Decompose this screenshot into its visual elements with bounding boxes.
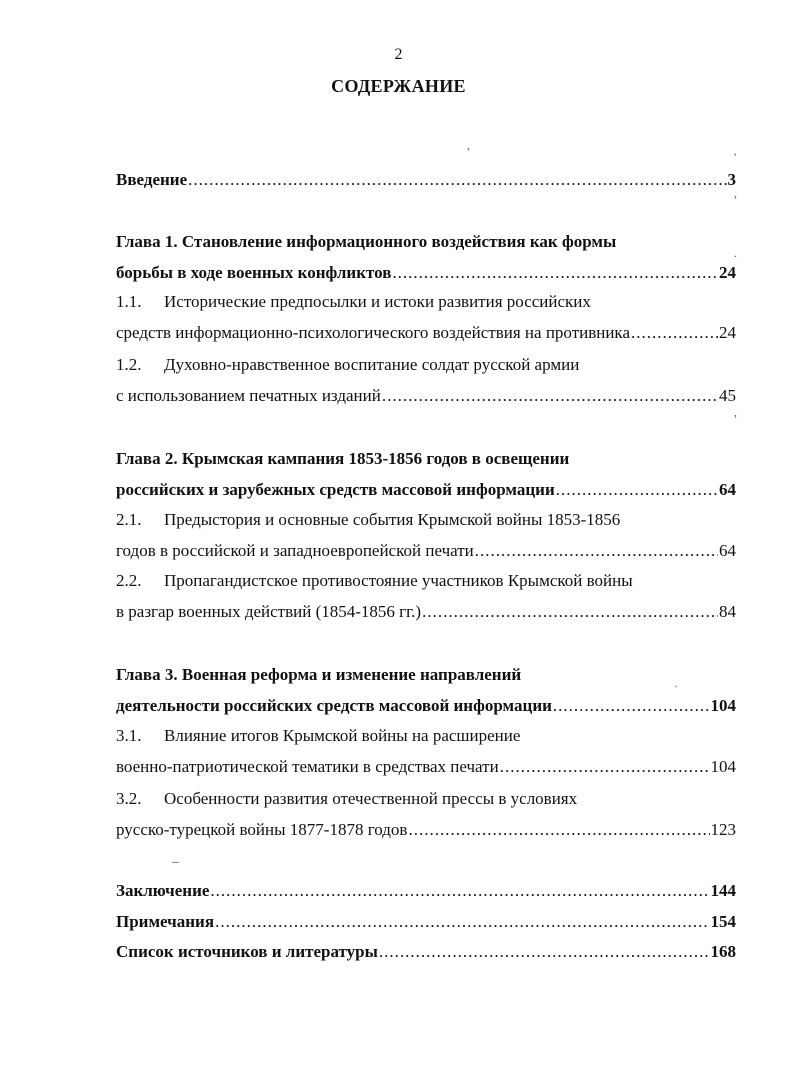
toc-entry-label: Глава 2. Крымская кампания 1853-1856 годов в освещении [116,449,570,468]
toc-entry-label: Особенности развития отечественной прессы в условиях [164,789,578,808]
leader-dots [422,601,718,623]
leader-dots [553,695,710,717]
toc-page-number: 64 [719,541,736,560]
toc-entry-sources[interactable] [116,941,736,963]
leader-dots [631,322,718,344]
toc-entry-label: средств информационно-психологического воздействия на противника [116,323,630,342]
toc-chapter-1-title-line1[interactable] [116,231,736,253]
toc-page-number: 3 [727,170,736,189]
scan-speck: , [467,138,470,152]
toc-entry-label: деятельности российских средств массовой информации [116,696,552,715]
toc-page-number: 104 [710,757,736,776]
toc-section-2-1-line2[interactable] [116,540,736,562]
toc-page-number: 154 [710,912,736,931]
toc-chapter-1-title-line2[interactable] [116,262,736,284]
toc-section-3-1-line2[interactable] [116,756,736,778]
scan-speck: . [734,246,737,260]
section-number: 2.2. [116,571,142,590]
scan-speck: , [734,186,737,200]
leader-dots [500,756,710,778]
toc-entry-introduction[interactable] [116,169,736,191]
leader-dots [215,911,709,933]
leader-dots [392,262,718,284]
page-number: 2 [394,46,403,63]
toc-page-number: 45 [719,386,736,405]
toc-entry-label: военно-патриотической тематики в средствах печати [116,757,499,776]
section-number: 1.2. [116,355,142,374]
toc-entry-label: Введение [116,170,188,189]
toc-entry-label: годов в российской и западноевропейской печати [116,541,474,560]
scan-speck: ` [674,683,678,697]
leader-dots [475,540,718,562]
section-number: 2.1. [116,510,142,529]
toc-entry-label: Пропагандистское противостояние участников Крымской войны [164,571,633,590]
toc-section-3-2-line2[interactable] [116,819,736,841]
toc-page-number: 64 [719,480,736,499]
section-number: 1.1. [116,292,142,311]
toc-entry-label: борьбы в ходе военных конфликтов [116,263,392,282]
toc-page-number: 24 [719,323,736,342]
scan-speck: ' [734,150,737,164]
toc-entry-label: Влияние итогов Крымской войны на расширение [164,726,521,745]
toc-page-number: 84 [719,602,736,621]
toc-page-number: 144 [710,881,736,900]
leader-dots [210,880,709,902]
leader-dots [379,941,710,963]
toc-chapter-2-title-line2[interactable] [116,479,736,501]
scan-speck: , [734,405,737,419]
toc-section-2-2-line2[interactable] [116,601,736,623]
toc-entry-label: Глава 3. Военная реформа и изменение направлений [116,665,522,684]
toc-section-1-2-line1[interactable] [116,354,736,376]
toc-section-1-1-line1[interactable] [116,291,736,313]
toc-page-number: 104 [710,696,736,715]
toc-section-3-1-line1[interactable] [116,725,736,747]
toc-entry-label: русско-турецкой войны 1877-1878 годов [116,820,408,839]
toc-entry-conclusion[interactable] [116,880,736,902]
toc-section-2-1-line1[interactable] [116,509,736,531]
leader-dots [382,385,718,407]
scan-speck: _ [172,850,179,865]
toc-section-1-2-line2[interactable] [116,385,736,407]
leader-dots [188,169,726,191]
toc-page-number: 123 [710,820,736,839]
toc-entry-notes[interactable] [116,911,736,933]
toc-entry-label: российских и зарубежных средств массовой информации [116,480,555,499]
toc-entry-label: Заключение [116,881,210,900]
toc-entry-label: в разгар военных действий (1854-1856 гг.) [116,602,422,621]
page-title: СОДЕРЖАНИЕ [331,76,466,96]
toc-section-3-2-line1[interactable] [116,788,736,810]
toc-entry-label: Глава 1. Становление информационного воздействия как формы [116,232,617,251]
toc-entry-label: Духовно-нравственное воспитание солдат русской армии [164,355,580,374]
leader-dots [408,819,709,841]
toc-chapter-2-title-line1[interactable] [116,448,736,470]
toc-section-1-1-line2[interactable] [116,322,736,344]
toc-entry-label: Предыстория и основные события Крымской войны 1853-1856 [164,510,621,529]
toc-page-number: 24 [719,263,736,282]
toc-chapter-3-title-line1[interactable] [116,664,736,686]
toc-entry-label: Примечания [116,912,215,931]
toc-entry-label: с использованием печатных изданий [116,386,381,405]
leader-dots [556,479,718,501]
toc-entry-label: Список источников и литературы [116,942,378,961]
section-number: 3.1. [116,726,142,745]
toc-page-number: 168 [710,942,736,961]
toc-chapter-3-title-line2[interactable] [116,695,736,717]
toc-entry-label: Исторические предпосылки и истоки развития российских [164,292,591,311]
section-number: 3.2. [116,789,142,808]
toc-section-2-2-line1[interactable] [116,570,736,592]
